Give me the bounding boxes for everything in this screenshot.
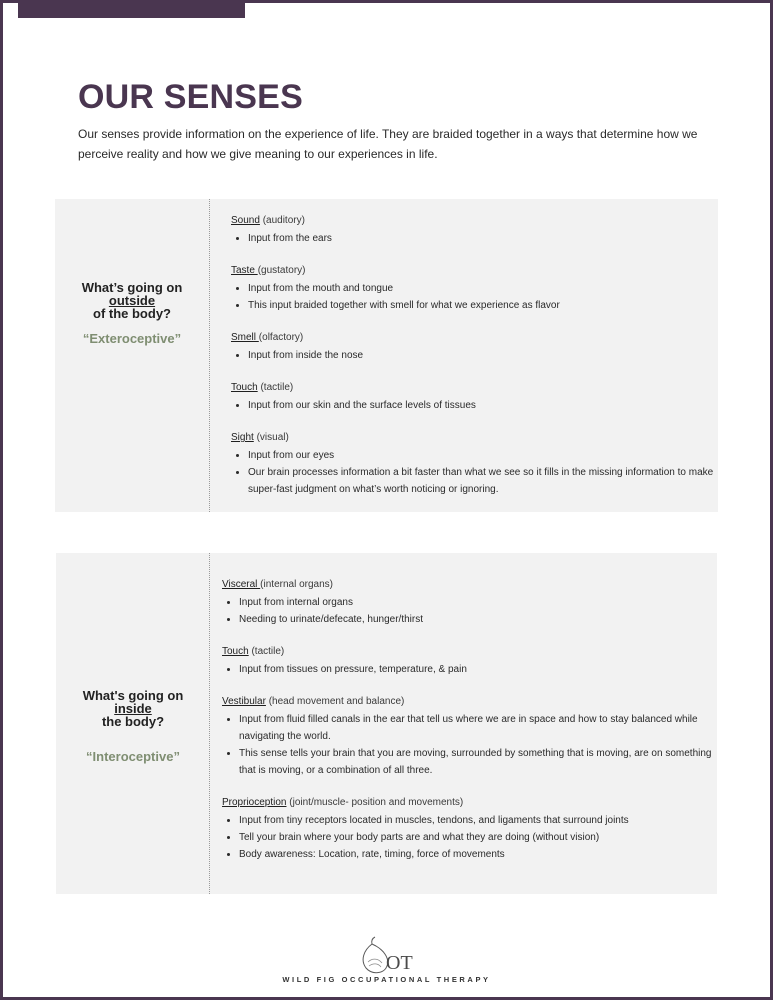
bullet-item: • Body awareness: Location, rate, timing, force of movements bbox=[239, 846, 717, 863]
bullet-item: • Input from our skin and the surface levels of tissues bbox=[248, 397, 718, 414]
sense-touch bbox=[231, 380, 718, 414]
sense-name: Smell bbox=[231, 332, 259, 343]
bullet-item: • Input from the mouth and tongue bbox=[248, 280, 718, 297]
sense-name: Visceral bbox=[222, 579, 261, 590]
dotted-divider bbox=[209, 553, 210, 894]
interoceptive-label bbox=[56, 689, 210, 763]
sense-name: Vestibular bbox=[222, 696, 266, 707]
fig-logo-icon bbox=[358, 936, 418, 976]
bullet-item: • Input from fluid filled canals in the ear that tell us where we are in space and how to stay balanced while navigating the world. bbox=[239, 711, 717, 745]
page-title: OUR SENSES bbox=[78, 78, 303, 116]
logo-text: OT bbox=[386, 952, 413, 974]
sense-desc: (olfactory) bbox=[258, 332, 304, 343]
sense-name: Proprioception bbox=[222, 797, 287, 808]
sense-desc: (gustatory) bbox=[257, 265, 306, 276]
sense-desc: (tactile) bbox=[257, 382, 294, 393]
sense-visceral bbox=[222, 577, 717, 628]
sense-name: Touch bbox=[222, 646, 249, 657]
sense-name: Sound bbox=[231, 215, 260, 226]
interoceptive-panel bbox=[56, 553, 717, 894]
sense-taste bbox=[231, 263, 718, 314]
side-line-2: inside bbox=[114, 701, 152, 716]
sense-sight bbox=[231, 430, 718, 498]
side-line-1: What's going on bbox=[82, 688, 184, 703]
interoceptive-senses-list bbox=[222, 577, 717, 879]
bullet-item: • Our brain processes information a bit faster than what we see so it fills in the missing information to make super-fast judgment on what’s worth noticing or ignoring. bbox=[248, 464, 718, 498]
bullet-item: • This sense tells your brain that you are moving, surrounded by something that is moving, are on something that is moving, or a combination of all three. bbox=[239, 745, 717, 779]
side-line-3: of the body? bbox=[93, 306, 171, 321]
exteroceptive-panel bbox=[55, 199, 718, 512]
interoceptive-term: “Interoceptive” bbox=[86, 749, 180, 764]
bullet-item: • Input from our eyes bbox=[248, 447, 718, 464]
exteroceptive-term: “Exteroceptive” bbox=[82, 331, 182, 346]
bullet-item: • Needing to urinate/defecate, hunger/thirst bbox=[239, 611, 717, 628]
exteroceptive-label bbox=[55, 281, 209, 345]
bullet-item: • Input from inside the nose bbox=[248, 347, 718, 364]
bullet-item: • Tell your brain where your body parts are and what they are doing (without vision) bbox=[239, 829, 717, 846]
company-name: WILD FIG OCCUPATIONAL THERAPY bbox=[282, 975, 491, 984]
dotted-divider bbox=[209, 199, 210, 512]
sense-name: Touch bbox=[231, 382, 258, 393]
sense-name: Taste bbox=[231, 265, 258, 276]
side-line-2: outside bbox=[108, 293, 156, 308]
bullet-item: • This input braided together with smell for what we experience as flavor bbox=[248, 297, 718, 314]
sense-smell bbox=[231, 330, 718, 364]
sense-desc: (joint/muscle- position and movements) bbox=[286, 797, 464, 808]
bullet-item: • Input from tiny receptors located in muscles, tendons, and ligaments that surround joints bbox=[239, 812, 717, 829]
side-line-3: the body? bbox=[101, 714, 165, 729]
bullet-item: • Input from tissues on pressure, temperature, & pain bbox=[239, 661, 717, 678]
intro-paragraph: Our senses provide information on the experience of life. They are braided together in a ways that determine how we perceive reality and how we give meaning to our experiences in life. bbox=[78, 127, 698, 161]
sense-desc: (visual) bbox=[253, 432, 289, 443]
sense-touch bbox=[222, 644, 717, 678]
sense-sound bbox=[231, 213, 718, 247]
sense-desc: (head movement and balance) bbox=[265, 696, 405, 707]
exteroceptive-senses-list bbox=[231, 213, 718, 514]
side-line-1: What’s going on bbox=[81, 280, 183, 295]
sense-desc: (internal organs) bbox=[260, 579, 333, 590]
header-accent-bar bbox=[18, 0, 245, 18]
sense-desc: (auditory) bbox=[259, 215, 305, 226]
sense-name: Sight bbox=[231, 432, 254, 443]
sense-desc: (tactile) bbox=[248, 646, 285, 657]
sense-proprioception bbox=[222, 795, 717, 863]
sense-vestibular bbox=[222, 694, 717, 779]
bullet-item: • Input from internal organs bbox=[239, 594, 717, 611]
bullet-item: • Input from the ears bbox=[248, 230, 718, 247]
